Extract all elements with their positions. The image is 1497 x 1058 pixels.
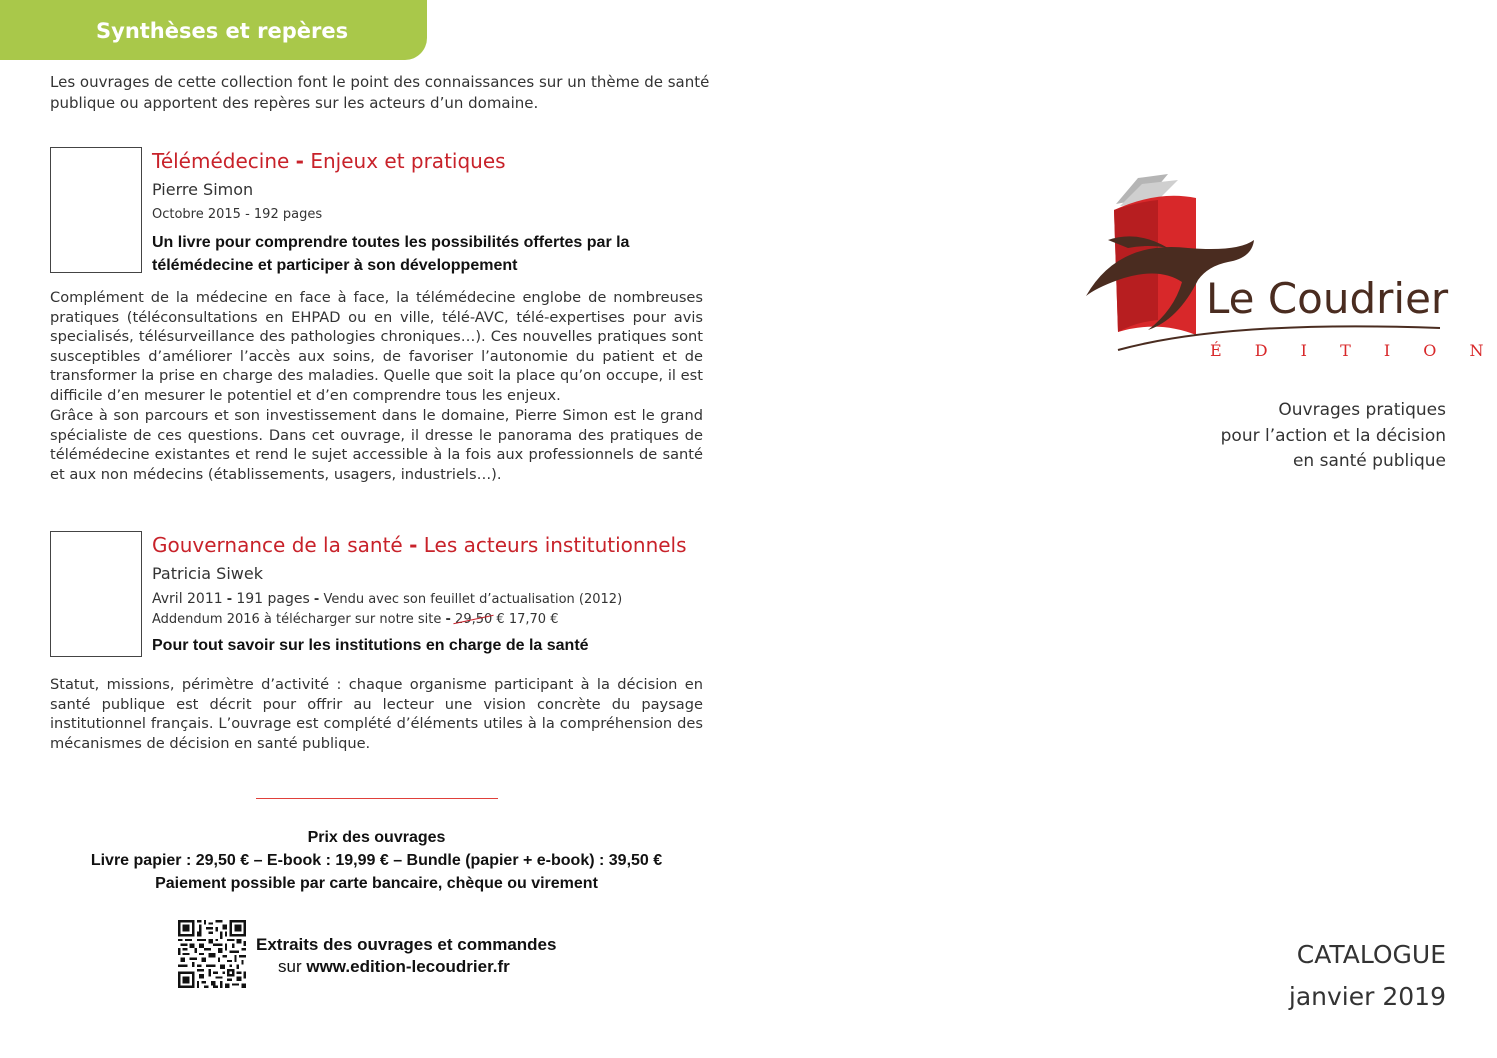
book-tagline: Un livre pour comprendre toutes les possibilités offertes par la télémédecine et participer à son développement [152,234,630,274]
old-price: 29,50 [455,610,492,630]
book-title-main: Gouvernance de la santé [152,533,403,557]
price-line: Livre papier : 29,50 € – E-book : 19,99 € – Bundle (papier + e-book) : 39,50 € [90,852,663,869]
book-title-sub: Les acteurs institutionnels [423,533,687,557]
book-title[interactable] [152,531,712,559]
book-date: Avril 2011 [152,591,223,607]
book-meta: Octobre 2015 - 192 pages [152,207,323,222]
order-prefix: sur [278,957,302,976]
book-description-2: Grâce à son parcours et son investissement dans le domaine, Pierre Simon est le grand spécialiste de ces questions. Dans cet ouvrage, il dresse le panorama des pratiques de télémédecine existantes et rend le sujet accessible à la fois aux professionnels de santé et aux non médecins (établissements, usagers, industriels…). [50,407,703,483]
book-description: Statut, missions, périmètre d’activité : chaque organisme participant à la décision en santé publique est décrit pour offrir au lecteur une vision concrète du paysage institutionnel français. L’ouvrage est complété d’éléments utiles à la compréhension des mécanismes de décision en santé publique. [50,676,703,752]
price-heading: Prix des ouvrages [307,829,446,846]
le-coudrier-logo [1078,170,1497,360]
book-note: Vendu avec son feuillet d’actualisation (2012) [323,592,623,607]
book-addendum-line: Addendum 2016 à télécharger sur notre site - 29,50 € 17,70 € [152,610,712,630]
book-title-separator: - [409,533,418,557]
order-line1: Extraits des ouvrages et commandes [256,935,557,954]
book-addendum: Addendum 2016 à télécharger sur notre site [152,612,442,627]
logo-sub: É D I T I O N [1210,341,1497,360]
book-header [152,531,712,657]
publisher-tagline [1221,398,1446,475]
qr-code-icon[interactable] [178,920,246,988]
book-title-sub: Enjeux et pratiques [310,149,506,173]
tagline-line: Ouvrages pratiques [1278,400,1446,420]
tagline-line: pour l’action et la décision [1220,425,1446,446]
book-title-main: Télémédecine [152,149,290,173]
book-tagline: Pour tout savoir sur les institutions en charge de la santé [152,637,589,654]
currency: € [550,612,559,627]
book-cover[interactable] [50,531,142,657]
new-price: 17,70 [508,612,547,627]
book-pages: 191 pages [236,591,310,607]
currency: € [496,612,505,627]
order-info [256,934,556,978]
payment-info: Paiement possible par carte bancaire, chèque ou virement [155,875,598,892]
book-cover[interactable] [50,147,142,273]
catalogue-block [1289,934,1446,1018]
logo-name: Le Coudrier [1206,274,1449,323]
book-description: Complément de la médecine en face à face, la télémédecine englobe de nombreuses pratiques (téléconsultations en EHPAD ou en ville, télé-AVC, télé-expertises pour avis specialisés, télésurveillance des pathologies chroniques…). Ces nouvelles pratiques sont susceptibles d’améliorer l’accès aux soins, de favoriser l’autonomie du patient et de transformer la prise en charge des maladies. Quelle que soit la place qu’on occupe, il est difficile d’en mesurer le potentiel et d’en comprendre tous les enjeux. [50,289,703,404]
collection-intro: Les ouvrages de cette collection font le point des connaissances sur un thème de santé publique ou apportent des repères sur les acteurs d’un domaine. [50,73,710,112]
book-author: Pierre Simon [152,180,254,199]
book-title-separator: - [295,149,304,173]
tagline-line: en santé publique [1292,451,1446,471]
order-line2 [256,956,556,978]
catalogue-date: janvier 2019 [1288,982,1446,1011]
book-author: Patricia Siwek [152,564,263,583]
book-header [152,147,712,277]
book-meta: Avril 2011 - 191 pages - Vendu avec son feuillet d’actualisation (2012) [152,591,623,607]
catalogue-title: CATALOGUE [1296,940,1446,969]
price-info [50,826,703,895]
section-tab [0,0,427,60]
book-title[interactable] [152,147,712,175]
website-link[interactable]: www.edition-lecoudrier.fr [306,957,510,976]
section-tab-label: Synthèses et repères [96,19,349,43]
divider [256,798,498,799]
